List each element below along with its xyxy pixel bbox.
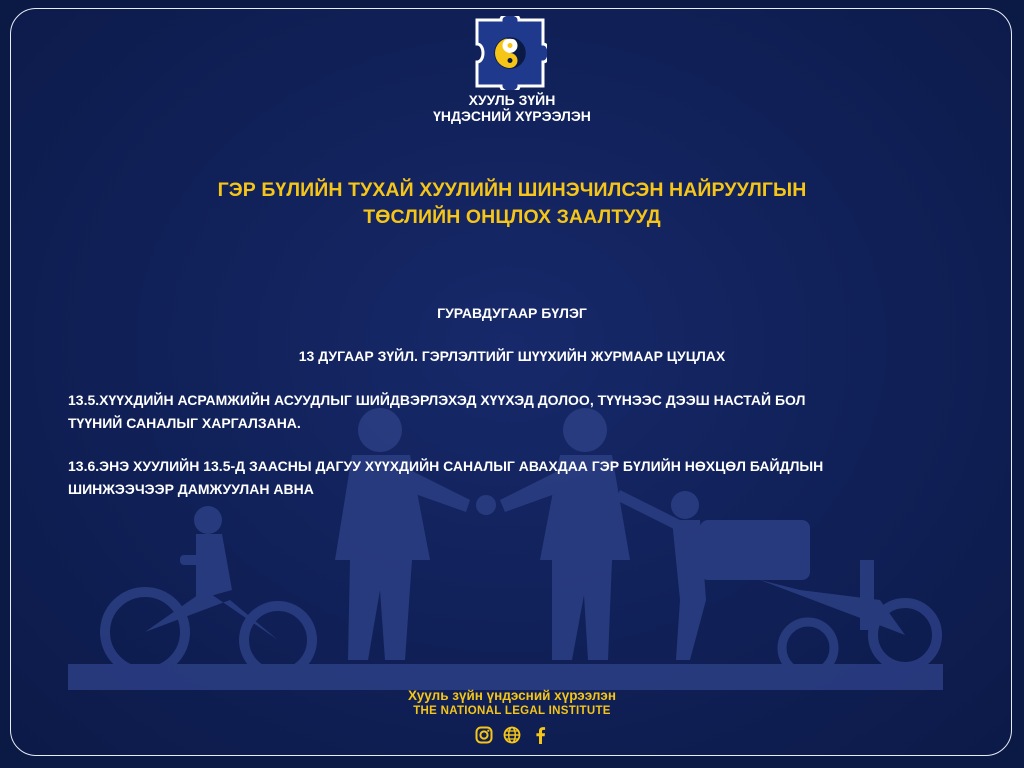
globe-icon[interactable] <box>502 725 522 745</box>
article-heading: 13 ДУГААР ЗҮЙЛ. ГЭРЛЭЛТИЙГ ШҮҮХИЙН ЖУРМААР ЦУЦЛАХ <box>298 348 726 364</box>
paragraph-13-5-line1: 13.5.ХҮҮХДИЙН АСРАМЖИЙН АСУУДЛЫГ ШИЙДВЭРЛЭХЭД ХҮҮХЭД ДОЛОО, ТҮҮНЭЭС ДЭЭШ НАСТАЙ БОЛ <box>68 392 806 408</box>
paragraph-13-5-line2: ТҮҮНИЙ САНАЛЫГ ХАРГАЛЗАНА. <box>68 415 301 431</box>
social-links <box>474 724 550 746</box>
footer-name-english: THE NATIONAL LEGAL INSTITUTE <box>413 705 611 717</box>
footer-name-mongolian: Хууль зүйн үндэсний хүрээлэн <box>407 688 617 703</box>
paragraph-13-6-line1: 13.6.ЭНЭ ХУУЛИЙН 13.5-Д ЗААСНЫ ДАГУУ ХҮҮХДИЙН САНАЛЫГ АВАХДАА ГЭР БҮЛИЙН НӨХЦӨЛ БАЙДЛЫН <box>68 458 824 474</box>
facebook-icon[interactable] <box>530 725 550 745</box>
paragraph-13-6 <box>68 455 968 501</box>
headline-line2: ТӨСЛИЙН ОНЦЛОХ ЗААЛТУУД <box>363 206 661 228</box>
institute-name-line1: ХУУЛЬ ЗҮЙН <box>468 92 556 108</box>
instagram-icon[interactable] <box>474 725 494 745</box>
paragraph-13-5 <box>68 389 968 435</box>
paragraph-13-6-line2: ШИНЖЭЭЧЭЭР ДАМЖУУЛАН АВНА <box>68 481 314 497</box>
yin-yang-puzzle-icon <box>473 16 547 90</box>
headline-line1: ГЭР БҮЛИЙН ТУХАЙ ХУУЛИЙН ШИНЭЧИЛСЭН НАЙРУУЛГЫН <box>217 179 807 201</box>
chapter-heading: ГУРАВДУГААР БҮЛЭГ <box>437 305 587 321</box>
institute-name-line2: ҮНДЭСНИЙ ХҮРЭЭЛЭН <box>433 108 591 124</box>
